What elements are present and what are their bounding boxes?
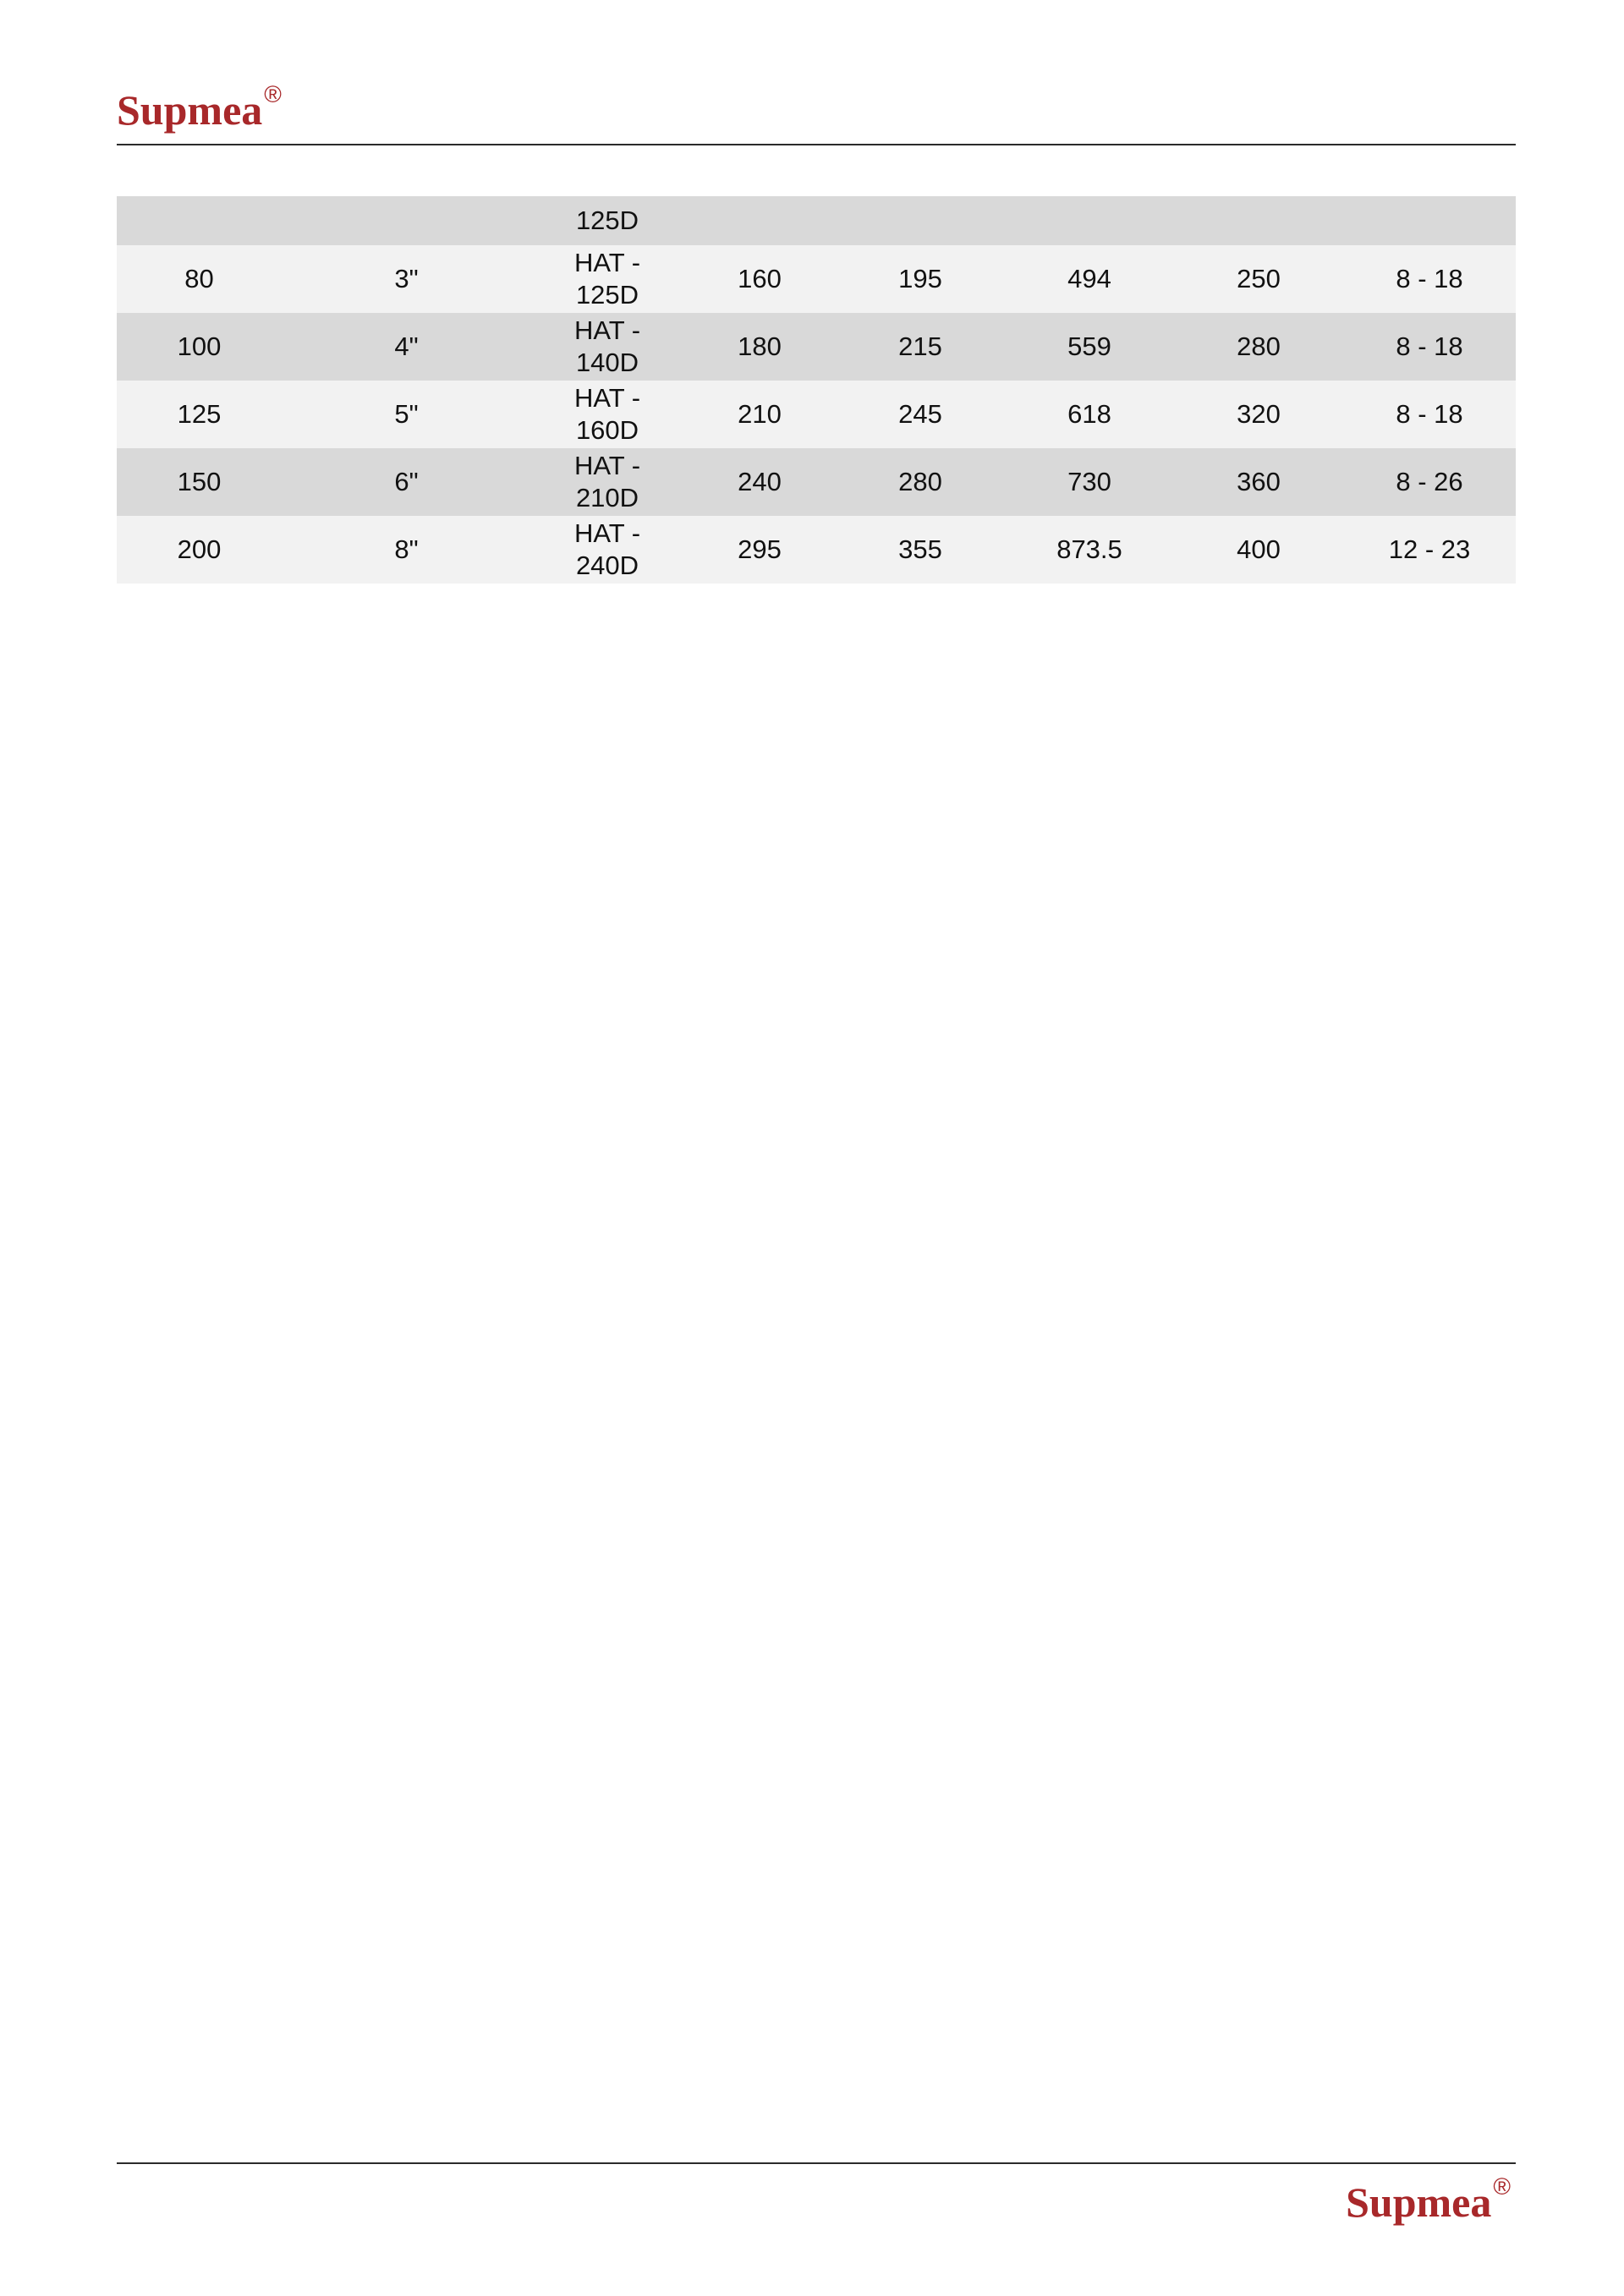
table-row (117, 381, 1516, 448)
table-cell-inch: 4" (282, 313, 531, 381)
model-line-2: 140D (575, 348, 639, 377)
table-row (117, 313, 1516, 381)
table-cell-range: 12 - 23 (1343, 516, 1516, 584)
model-line-2: 160D (575, 415, 639, 445)
table-cell-dn: 125 (117, 381, 282, 448)
table-cell-range: 8 - 26 (1343, 448, 1516, 516)
table-cell (282, 196, 531, 245)
table-cell-model (531, 313, 683, 381)
table-cell-value: 210 (683, 381, 836, 448)
table-cell-value: 250 (1174, 245, 1343, 313)
table-cell-model (531, 245, 683, 313)
table-cell-dn: 80 (117, 245, 282, 313)
table-cell-value: 195 (836, 245, 1005, 313)
table-cell-inch: 6" (282, 448, 531, 516)
table-cell-value: 280 (1174, 313, 1343, 381)
header-registered-mark: ® (264, 81, 282, 107)
table-cell (1005, 196, 1174, 245)
model-line-2: 210D (575, 483, 639, 512)
table-cell-value: 355 (836, 516, 1005, 584)
table-cell-value: 730 (1005, 448, 1174, 516)
table-cell-model (531, 448, 683, 516)
model-line-2: 125D (575, 280, 639, 310)
model-line-1: HAT - (573, 451, 641, 480)
table-cell (117, 196, 282, 245)
footer-brand-text: Supmea (1346, 2178, 1492, 2226)
table-cell-range: 8 - 18 (1343, 245, 1516, 313)
table-cell-dn: 150 (117, 448, 282, 516)
table-cell-value: 873.5 (1005, 516, 1174, 584)
table-cell-range: 8 - 18 (1343, 313, 1516, 381)
table-row (117, 245, 1516, 313)
table-cell-value: 215 (836, 313, 1005, 381)
table-cell-range: 8 - 18 (1343, 381, 1516, 448)
table-cell (1343, 196, 1516, 245)
header-divider (117, 144, 1516, 145)
footer-registered-mark: ® (1493, 2173, 1511, 2200)
table-cell-value: 245 (836, 381, 1005, 448)
model-line-1: HAT - (573, 248, 641, 277)
model-line-1: HAT - (573, 315, 641, 345)
table-cell (683, 196, 836, 245)
table-cell-value: 295 (683, 516, 836, 584)
table-cell-inch: 3" (282, 245, 531, 313)
table-cell-value: 559 (1005, 313, 1174, 381)
table-cell-value: 240 (683, 448, 836, 516)
table-cell-model: 125D (531, 196, 683, 245)
table-cell-model (531, 516, 683, 584)
table-cell-inch: 8" (282, 516, 531, 584)
footer-logo (1346, 2173, 1511, 2226)
specifications-table (117, 196, 1516, 584)
table-cell (1174, 196, 1343, 245)
footer-divider (117, 2162, 1516, 2164)
header-brand-text: Supmea (117, 86, 263, 134)
table-cell-value: 618 (1005, 381, 1174, 448)
table-cell-dn: 100 (117, 313, 282, 381)
table-cell-value: 494 (1005, 245, 1174, 313)
table-cell-value: 320 (1174, 381, 1343, 448)
model-line-1: HAT - (573, 383, 641, 413)
model-line-2: 240D (575, 551, 639, 580)
table-cell (836, 196, 1005, 245)
model-line-1: HAT - (573, 518, 641, 548)
table-row-continued (117, 196, 1516, 245)
table-cell-value: 360 (1174, 448, 1343, 516)
table-cell-dn: 200 (117, 516, 282, 584)
table-cell-inch: 5" (282, 381, 531, 448)
table-cell-model (531, 381, 683, 448)
table-cell-value: 160 (683, 245, 836, 313)
table-cell-value: 180 (683, 313, 836, 381)
table-cell-value: 280 (836, 448, 1005, 516)
header-logo (117, 81, 282, 134)
table-cell-value: 400 (1174, 516, 1343, 584)
table-row (117, 516, 1516, 584)
table-row (117, 448, 1516, 516)
